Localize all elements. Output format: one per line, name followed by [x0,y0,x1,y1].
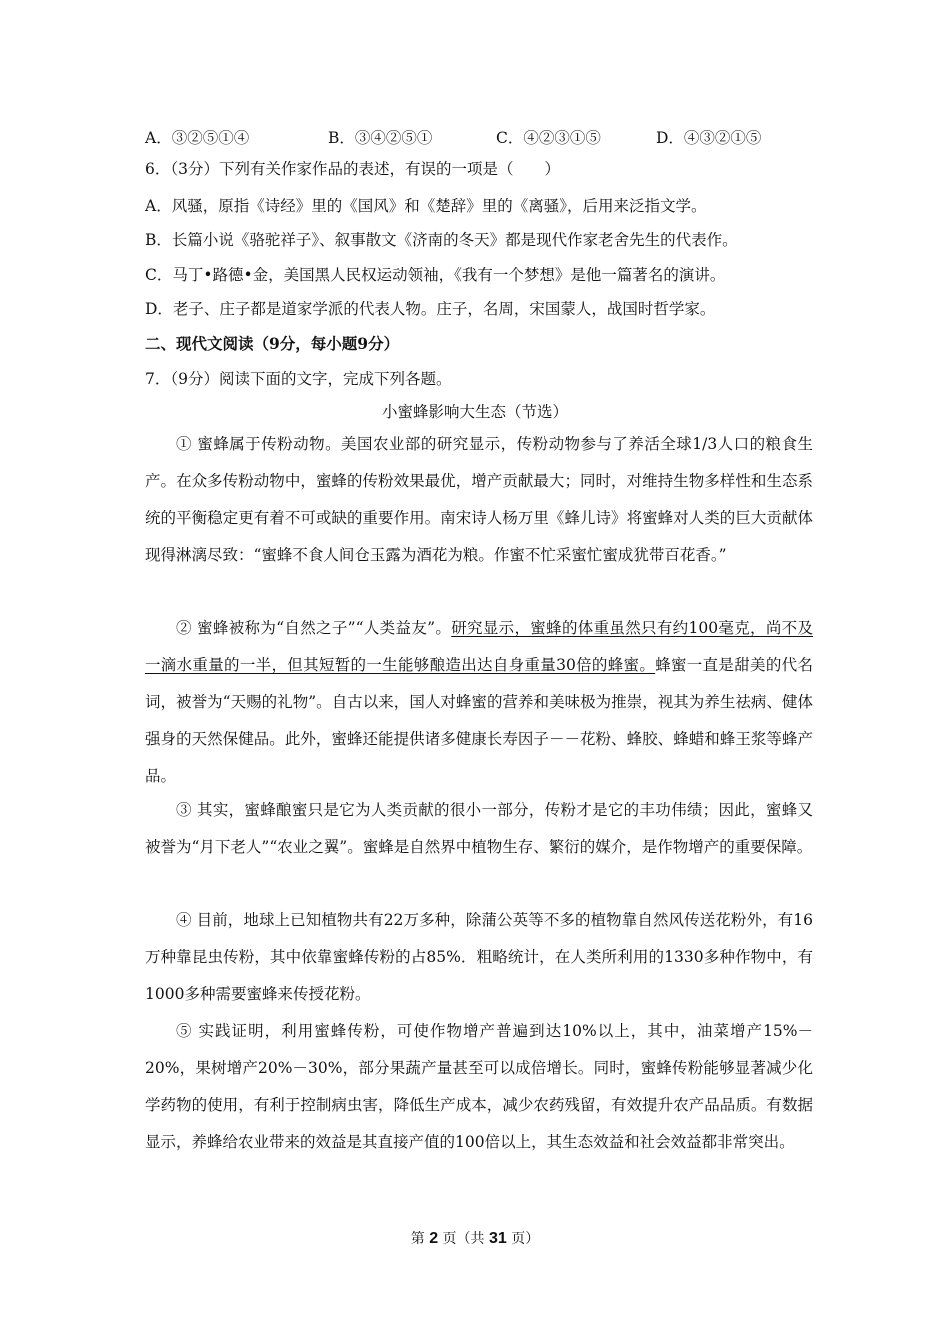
article-paragraph-5: ⑤ 实践证明，利用蜜蜂传粉，可使作物增产普遍到达10%以上，其中，油菜增产15%－20%，果树增产20%－30%，部分果蔬产量甚至可以成倍增长。同时，蜜蜂传粉能够显著减少化学药物的使用，有利于控制病虫害，降低生产成本，减少农药残留，有效提升农产品品质。有数据显示，养蜂给农业带来的效益是其直接产值的100倍以上，其生态效益和社会效益都非常突出。 [145,1022,813,1151]
article-paragraph-2 [145,610,813,795]
footer-prefix: 第 [410,1231,425,1247]
paragraph-2-rest: 蜂蜜一直是甜美的代名词，被誉为“天赐的礼物”。自古以来，国人对蜂蜜的营养和美味极为推崇，视其为养生祛病、健体强身的天然保健品。此外，蜜蜂还能提供诸多健康长寿因子－－花粉、蜂胶、蜂蜡和蜂王浆等蜂产品。 [145,656,813,785]
footer-suffix: 页） [511,1231,540,1247]
page-footer [0,1229,950,1249]
q6-option-a: A．风骚，原指《诗经》里的《国风》和《楚辞》里的《离骚》，后用来泛指文学。 [145,197,707,215]
q7-stem: 7．（9分）阅读下面的文字，完成下列各题。 [145,370,452,388]
article-paragraph-4: ④ 目前，地球上已知植物共有22万多种，除蒲公英等不多的植物靠自然风传送花粉外，有16万种靠昆虫传粉，其中依靠蜜蜂传粉的占85%．粗略统计，在人类所利用的1330多种作物中，有1000多种需要蜜蜂来传授花粉。 [145,911,813,1003]
current-page-number: 2 [429,1230,439,1247]
paragraph-2-intro: ② 蜜蜂被称为“自然之子”“人类益友”。 [176,619,452,637]
article-paragraph-1: ① 蜜蜂属于传粉动物。美国农业部的研究显示，传粉动物参与了养活全球1/3人口的粮食生产。在众多传粉动物中，蜜蜂的传粉效果最优，增产贡献最大；同时，对维持生物多样性和生态系统的平衡稳定更有着不可或缺的重要作用。南宋诗人杨万里《蜂儿诗》将蜜蜂对人类的巨大贡献体现得淋漓尽致：“蜜蜂不食人间仓玉露为酒花为粮。作蜜不忙采蜜忙蜜成犹带百花香。” [145,435,813,564]
q6-option-b: B．长篇小说《骆驼祥子》、叙事散文《济南的冬天》都是现代作家老舍先生的代表作。 [145,231,738,249]
q5-option-d: D．④③②①⑤ [656,129,762,147]
q6-option-d: D．老子、庄子都是道家学派的代表人物。庄子，名周，宋国蒙人，战国时哲学家。 [145,300,716,318]
total-pages-number: 31 [489,1230,507,1247]
article-paragraph-3: ③ 其实，蜜蜂酿蜜只是它为人类贡献的很小一部分，传粉才是它的丰功伟绩；因此，蜜蜂又被誉为“月下老人”“农业之翼”。蜜蜂是自然界中植物生存、繁衍的媒介，是作物增产的重要保障。 [145,801,813,856]
q5-option-b: B．③④②⑤① [328,129,433,147]
underlined-sentence: 研究显示，蜜蜂的体重虽然只有约100毫克，尚不及一滴水重量的一半，但其短暂的一生能够酿造出达自身重量30倍的蜂蜜。 [145,619,813,674]
q5-option-c: C．④②③①⑤ [496,129,601,147]
q5-option-a: A．③②⑤①④ [145,129,250,147]
q6-option-c: C．马丁•路德•金，美国黑人民权运动领袖，《我有一个梦想》是他一篇著名的演讲。 [145,266,726,284]
q6-stem: 6．（3分）下列有关作家作品的表述，有误的一项是（ ） [145,160,560,178]
footer-middle: 页（共 [442,1231,485,1247]
article-title: 小蜜蜂影响大生态（节选） [381,403,568,421]
section-heading: 二、现代文阅读（9分，每小题9分） [145,334,400,353]
